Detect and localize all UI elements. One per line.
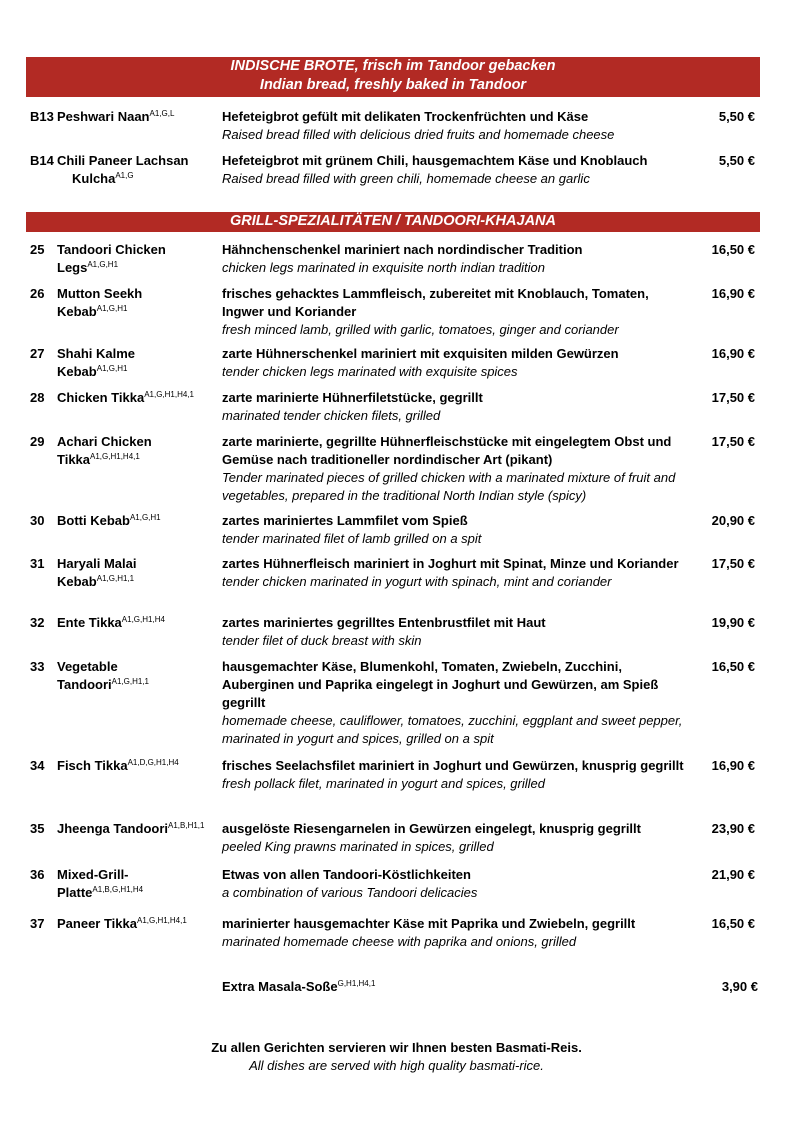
item-price: 20,90 € [711,513,755,528]
item-price: 5,50 € [718,109,755,124]
allergen-codes: A1,G,L [149,109,175,118]
item-price: 17,50 € [711,556,755,571]
allergen-codes: A1,G,H1 [96,304,128,313]
item-name-line1: Chicken Tikka [57,390,145,405]
item-price: 21,90 € [711,867,755,882]
item-name-line1: Mixed-Grill- [57,867,129,882]
item-name-line1: Vegetable [57,659,118,674]
footer-note [0,1039,793,1075]
description-en: fresh pollack filet, marinated in yogurt and spices, grilled [222,776,545,791]
item-number: 37 [30,916,45,931]
description-en: tender marinated filet of lamb grilled on a spit [222,531,482,546]
item-name-line2: Platte [57,885,93,900]
description-de: Etwas von allen Tandoori-Köstlichkeiten [222,867,471,882]
item-number: 36 [30,867,45,882]
item-name-line1: Shahi Kalme [57,346,136,361]
item-name [57,757,222,775]
item-number: 25 [30,242,45,257]
item-name-line2: Tandoori [57,677,112,692]
item-description [222,555,692,591]
item-description [222,820,692,856]
item-name-line1: Fisch Tikka [57,758,128,773]
description-en: marinated tender chicken filets, grilled [222,408,441,423]
item-description [222,866,692,902]
item-name-line2: Legs [57,260,88,275]
item-description [222,108,692,144]
allergen-codes: A1,G,H1,H4,1 [144,390,195,399]
item-name [57,820,222,838]
allergen-codes: A1,G [115,171,134,180]
description-de: zarte marinierte Hühnerfiletstücke, gegrillt [222,390,483,405]
section-title-de: INDISCHE BROTE, frisch im Tandoor gebacken [230,58,556,74]
description-de: Hähnchenschenkel mariniert nach nordindischer Tradition [222,242,583,257]
description-de: frisches gehacktes Lammfleisch, zubereitet mit Knoblauch, Tomaten, Ingwer und Koriander [222,286,649,319]
item-name-line2: Kebab [57,304,97,319]
item-number: B13 [30,109,54,124]
allergen-codes: A1,G,H1 [129,513,161,522]
allergen-codes: A1,G,H1,1 [111,677,149,686]
description-en: chicken legs marinated in exquisite north indian tradition [222,260,546,275]
item-price: 19,90 € [711,615,755,630]
item-name [57,241,222,277]
description-en: Raised bread filled with green chili, homemade cheese an garlic [222,171,590,186]
item-name-line1: Botti Kebab [57,513,130,528]
item-name-line1: Peshwari Naan [57,109,150,124]
description-de: frisches Seelachsfilet mariniert in Joghurt und Gewürzen, knusprig gegrillt [222,758,684,773]
item-number: 29 [30,434,45,449]
item-name [57,658,222,694]
allergen-codes: A1,G,H1,H4 [121,615,165,624]
allergen-codes: A1,B,H1,1 [168,821,205,830]
item-name [57,614,222,632]
description-en: tender chicken marinated in yogurt with spinach, mint and coriander [222,574,612,589]
item-description [222,152,692,188]
item-name-line1: Tandoori Chicken [57,242,166,257]
section-banner-grill [26,212,760,232]
description-de: Hefeteigbrot mit grünem Chili, hausgemachtem Käse und Knoblauch [222,153,648,168]
item-name-line1: Mutton Seekh [57,286,143,301]
allergen-codes: A1,D,G,H1,H4 [127,758,179,767]
item-description [222,285,692,339]
allergen-codes: A1,B,G,H1,H4 [92,885,144,894]
item-name-line1: Achari Chicken [57,434,152,449]
description-de: hausgemachter Käse, Blumenkohl, Tomaten, Zwiebeln, Zucchini, Auberginen und Paprika eingelegt in Joghurt und Gewürzen, am Spieß gegrillt [222,659,659,710]
description-en: fresh minced lamb, grilled with garlic, tomatoes, ginger and coriander [222,322,619,337]
description-de: marinierter hausgemachter Käse mit Paprika und Zwiebeln, gegrillt [222,916,636,931]
item-price: 17,50 € [711,390,755,405]
item-name-line2: Kebab [57,574,97,589]
item-description [222,658,692,748]
item-name-line1: Haryali Malai [57,556,137,571]
description-en: marinated homemade cheese with paprika and onions, grilled [222,934,577,949]
description-de: zartes Hühnerfleisch mariniert in Joghurt mit Spinat, Minze und Koriander [222,556,679,571]
description-de: Hefeteigbrot gefült mit delikaten Trockenfrüchten und Käse [222,109,589,124]
item-description [222,241,692,277]
description-en: tender chicken legs marinated with exquisite spices [222,364,518,379]
item-number: 31 [30,556,45,571]
allergen-codes: A1,G,H1,H4,1 [90,452,140,461]
item-name [57,285,222,321]
item-number: 28 [30,390,45,405]
item-price: 23,90 € [711,821,755,836]
item-name [57,433,222,469]
description-de: zarte marinierte, gegrillte Hühnerfleischstücke mit eingelegtem Obst und Gemüse nach traditioneller nordindischer Art (pikant) [222,434,672,467]
item-description [222,614,692,650]
item-name [57,152,222,188]
item-name-line1: Ente Tikka [57,615,122,630]
item-name-line2: Kebab [57,364,97,379]
description-en: a combination of various Tandoori delicacies [222,885,478,900]
item-number: 26 [30,286,45,301]
item-description [222,915,692,951]
item-number: 34 [30,758,45,773]
description-en: homemade cheese, cauliflower, tomatoes, zucchini, eggplant and sweet pepper, marinated in yogurt and spices, grilled on a spit [222,713,683,746]
item-number: 33 [30,659,45,674]
description-en: peeled King prawns marinated in spices, grilled [222,839,494,854]
item-price: 17,50 € [711,434,755,449]
item-name-line1: Jheenga Tandoori [57,821,168,836]
description-de: zarte Hühnerschenkel mariniert mit exquisiten milden Gewürzen [222,346,619,361]
item-name [57,915,222,933]
description-en: Raised bread filled with delicious dried fruits and homemade cheese [222,127,615,142]
item-number: 27 [30,346,45,361]
description-en: Tender marinated pieces of grilled chicken with a marinated mixture of fruit and vegetables, prepared in the traditional North Indian style (spicy) [222,470,676,503]
allergen-codes: A1,G,H1 [96,364,128,373]
allergen-codes: A1,G,H1,1 [96,574,135,583]
description-de: zartes mariniertes Lammfilet vom Spieß [222,513,468,528]
item-name [57,555,222,591]
item-name-line2: Kulcha [72,171,116,186]
section-banner-breads [26,57,760,97]
extra-masala-label: Extra Masala-Soße$^{G,H1,H4,1}$ [222,979,376,994]
item-number: 32 [30,615,45,630]
item-price: 16,90 € [711,758,755,773]
item-description [222,345,692,381]
item-description [222,389,692,425]
item-price: 16,50 € [711,659,755,674]
item-name [57,345,222,381]
item-description [222,433,692,505]
item-name-line1: Chili Paneer Lachsan [57,153,189,168]
section-title: GRILL-SPEZIALITÄTEN / TANDOORI-KHAJANA [230,213,556,229]
item-name [57,866,222,902]
item-name-line1: Paneer Tikka [57,916,137,931]
footer-de: Zu allen Gerichten servieren wir Ihnen besten Basmati-Reis. [211,1040,582,1055]
extra-masala-price: 3,90 € [721,979,758,994]
item-number: 30 [30,513,45,528]
item-price: 5,50 € [718,153,755,168]
item-price: 16,50 € [711,916,755,931]
item-price: 16,90 € [711,286,755,301]
description-de: zartes mariniertes gegrilltes Entenbrustfilet mit Haut [222,615,546,630]
item-name [57,108,222,126]
description-de: ausgelöste Riesengarnelen in Gewürzen eingelegt, knusprig gegrillt [222,821,641,836]
item-name-line2: Tikka [57,452,91,467]
allergen-codes: A1,G,H1 [87,260,119,269]
section-title-en: Indian bread, freshly baked in Tandoor [259,77,527,93]
item-number: 35 [30,821,45,836]
allergen-codes: A1,G,H1,H4,1 [136,916,187,925]
item-name [57,389,222,407]
footer-en: All dishes are served with high quality basmati-rice. [249,1058,544,1073]
item-price: 16,50 € [711,242,755,257]
description-en: tender filet of duck breast with skin [222,633,422,648]
item-description [222,512,692,548]
item-price: 16,90 € [711,346,755,361]
item-number: B14 [30,153,54,168]
item-name [57,512,222,530]
item-description [222,757,692,793]
